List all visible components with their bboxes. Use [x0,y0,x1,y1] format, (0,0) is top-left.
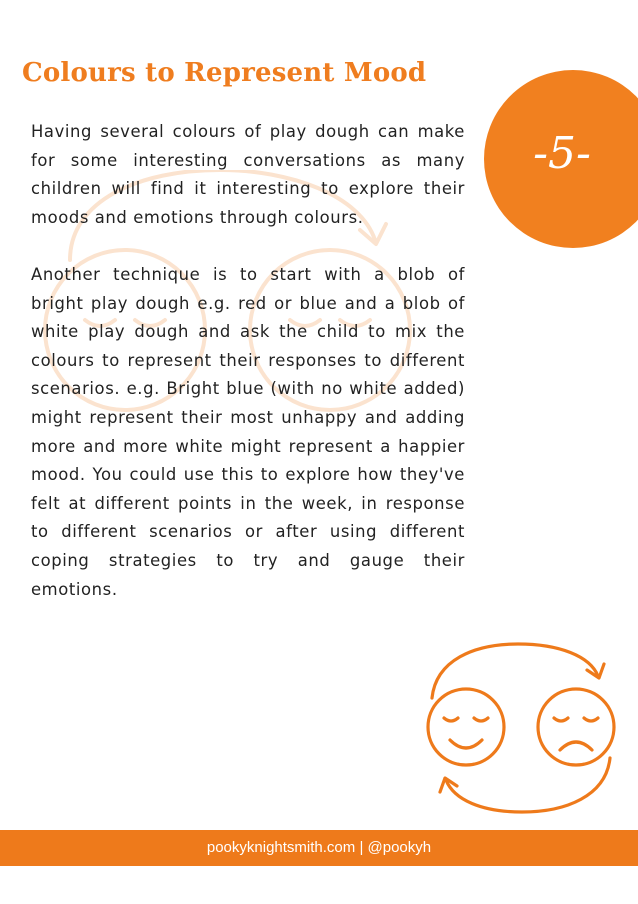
happy-sad-cycle-icon [414,640,628,816]
body-text [31,118,465,633]
badge-number: -5- [533,128,591,179]
paragraph-2: Another technique is to start with a blob of bright play dough e.g. red or blue and a blob of white play dough and ask the child to mix the colours to represent their responses to different scenarios. e.g. Bright blue (with no white added) might represent their most unhappy and adding more and more white might represent a happier mood. You could use this to explore how they've felt at different points in the week, in response to different scenarios or after using different coping strategies to try and gauge their emotions. [31,264,465,599]
paragraph-1: Having several colours of play dough can make for some interesting conversations as many children will find it interesting to explore their moods and emotions through colours. [31,122,465,227]
footer-link[interactable]: pookyknightsmith.com | @pookyh [206,839,432,856]
page-title: Colours to Represent Mood [22,58,427,88]
